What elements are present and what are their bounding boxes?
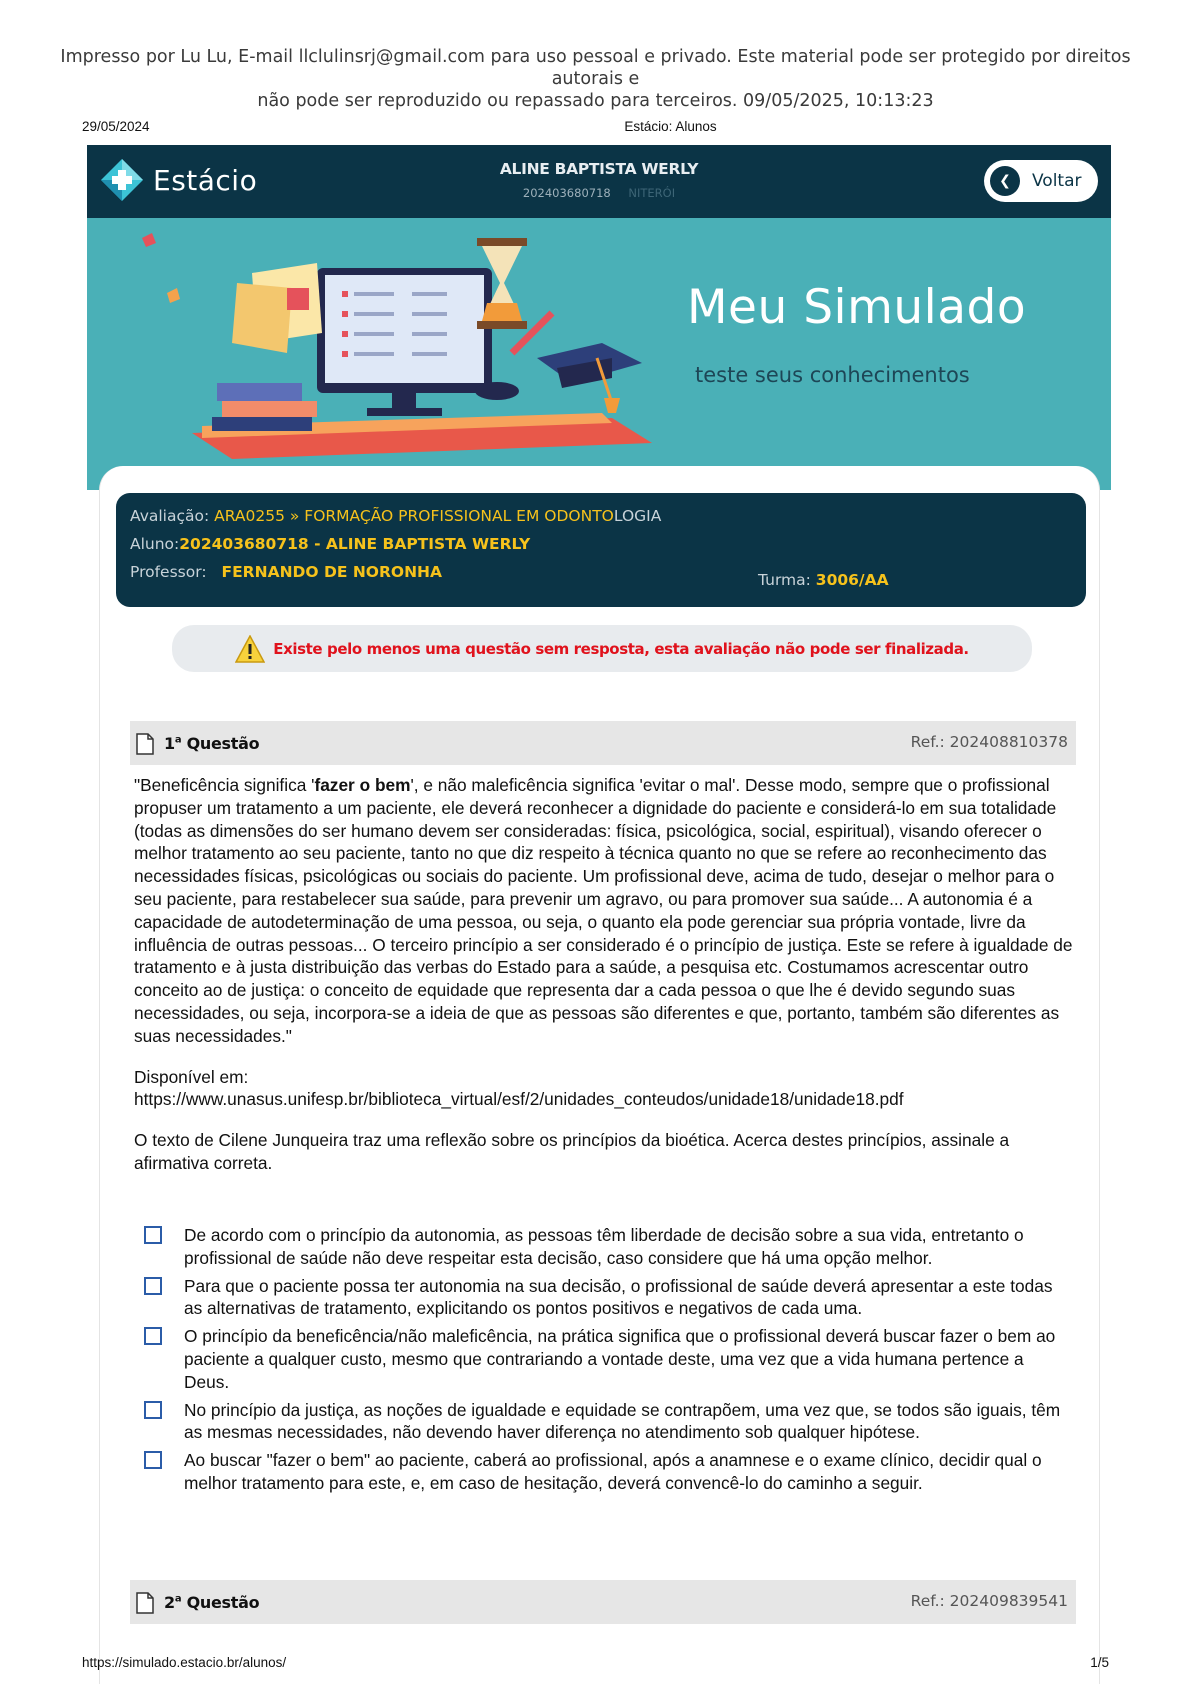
print-page-number: 1/5 — [1090, 1655, 1109, 1670]
checkbox-icon[interactable] — [144, 1451, 162, 1469]
answer-option-text: De acordo com o princípio da autonomia, as pessoas têm liberdade de decisão sobre a sua vida, entretanto o profissional de saúde não deve respeitar esta decisão, caso considere que há uma opção melhor. — [184, 1225, 1024, 1268]
class-label: Turma: — [758, 571, 811, 589]
answer-option-text: O princípio da beneficência/não maleficência, na prática significa que o profissional deverá buscar fazer o bem ao paciente a qualquer custo, mesmo que contrariando a vontade deste, uma vez que a vida humana pertence a Deus. — [184, 1326, 1056, 1392]
print-date: 29/05/2024 — [82, 119, 150, 134]
chevron-left-icon: ❮ — [990, 166, 1020, 196]
answer-option-text: No princípio da justiça, as noções de igualdade e equidade se contrapõem, uma vez que, se todos são iguais, têm as mesmas necessidades, não devendo haver diferença no atendimento sob qualquer hipótese. — [184, 1399, 1061, 1443]
answer-option[interactable] — [144, 1325, 1074, 1393]
answer-option[interactable] — [144, 1224, 1074, 1270]
print-url: https://simulado.estacio.br/alunos/ — [82, 1655, 287, 1670]
student-value: 202403680718 - ALINE BAPTISTA WERLY — [179, 535, 531, 553]
question-body — [134, 774, 1079, 1193]
evaluation-info — [116, 493, 1086, 607]
banner — [87, 218, 1111, 490]
question-source — [134, 1066, 1079, 1112]
student-label: Aluno: — [130, 535, 180, 553]
unanswered-alert — [172, 625, 1032, 672]
question-ref: Ref.: 202409839541 — [910, 1592, 1068, 1610]
back-button-label: Voltar — [1032, 171, 1082, 191]
document-icon — [136, 733, 154, 755]
professor-label: Professor: — [130, 563, 207, 581]
question-ref: Ref.: 202408810378 — [910, 733, 1068, 751]
student-subline — [87, 186, 1111, 200]
checkbox-icon[interactable] — [144, 1226, 162, 1244]
answer-options — [144, 1224, 1074, 1500]
checkbox-icon[interactable] — [144, 1401, 162, 1419]
evaluation-name: FORMAÇÃO PROFISSIONAL EM ODONTO — [304, 507, 614, 525]
answer-option[interactable] — [144, 1275, 1074, 1321]
print-notice-line1: Impresso por Lu Lu, E-mail llclulinsrj@gmail.com para uso pessoal e privado. Este material pode ser protegido por direitos autorais e — [60, 47, 1131, 89]
print-page-title: Estácio: Alunos — [624, 119, 717, 134]
answer-option-text: Para que o paciente possa ter autonomia na sua decisão, o profissional de saúde deverá apresentar a este todas as alternativas de tratamento, explicitando os pontos positivos e negativos de cada uma. — [184, 1275, 1053, 1319]
evaluation-name-end: LOGIA — [613, 507, 662, 525]
print-notice — [40, 46, 1151, 112]
answer-option-text: Ao buscar "fazer o bem" ao paciente, caberá ao profissional, após a anamnese e o exame clínico, decidir qual o melhor tratamento para este, e, em caso de hesitação, deverá convencê-lo do caminho a seguir. — [184, 1450, 1042, 1493]
checkbox-icon[interactable] — [144, 1327, 162, 1345]
banner-subtitle: teste seus conhecimentos — [695, 363, 970, 387]
study-illustration — [142, 233, 687, 465]
source-url: https://www.unasus.unifesp.br/biblioteca_virtual/esf/2/unidades_conteudos/unidade18/unidade18.pdf — [134, 1089, 904, 1110]
question-title: 2$^a$ Questão — [164, 1593, 260, 1612]
class-value: 3006/AA — [815, 571, 889, 589]
answer-option[interactable] — [144, 1399, 1074, 1445]
professor-row — [130, 563, 442, 581]
question-header — [130, 1580, 1076, 1624]
question-prompt: O texto de Cilene Junqueira traz uma reflexão sobre os princípios da bioética. Acerca destes princípios, assinale a afirmativa correta. — [134, 1130, 1010, 1173]
banner-title: Meu Simulado — [687, 280, 1027, 335]
print-notice-line2: não pode ser reproduzido ou repassado para terceiros. 09/05/2025, 10:13:23 — [257, 91, 934, 111]
evaluation-row — [130, 507, 661, 525]
professor-value: FERNANDO DE NORONHA — [221, 563, 443, 581]
answer-option[interactable] — [144, 1449, 1074, 1495]
class-row — [758, 571, 889, 589]
question-header — [130, 721, 1076, 765]
source-label: Disponível em: — [134, 1066, 249, 1087]
warning-icon — [235, 635, 265, 663]
student-row — [130, 535, 530, 553]
back-button[interactable] — [984, 160, 1098, 202]
question-title: 1$^a$ Questão — [164, 734, 260, 753]
evaluation-code: ARA0255 — [214, 507, 285, 525]
top-header — [87, 145, 1111, 218]
student-name: ALINE BAPTISTA WERLY — [499, 160, 699, 178]
logo-text: Estácio — [153, 163, 258, 197]
question-statement: "Beneficência significa 'fazer o bem', e não maleficência significa 'evitar o mal'. Desse modo, sempre que o profissional propuser um tratamento a um paciente, ele deverá reconhecer a dignidade do paciente e considerá-lo em sua totalidade (todas as dimensões do ser humano devem ser consideradas: física, psicológica, social, espiritual), visando oferecer o melhor tratamento ao seu paciente, tanto no que diz respeito à técnica quanto no que se refere ao reconhecimento das necessidades físicas, psicológicas ou sociais do paciente. Um profissional deve, acima de tudo, desejar o melhor para o seu paciente, para restabelecer sua saúde, para prevenir um agravo, ou para promover sua saúde... A autonomia é a capacidade de autodeterminação de uma pessoa, ou seja, o quanto ela pode gerenciar sua própria vontade, livre da influência de outras pessoas... O terceiro princípio a ser considerado é o princípio de justiça. Este se refere à igualdade de tratamento e à justa distribuição das verbas do Estado para a saúde, a pesquisa etc. Costumamos acrescentar outro conceito ao de justiça: o conceito de equidade que representa dar a cada pessoa o que lhe é devido segundo suas necessidades, ou seja, incorpora-se a ideia de que as pessoas são diferentes e que, portanto, também são diferentes as suas necessidades." — [134, 775, 1073, 1046]
evaluation-separator: » — [284, 507, 305, 525]
document-icon — [136, 1592, 154, 1614]
student-city: NITERÓI — [628, 186, 676, 200]
alert-text: Existe pelo menos uma questão sem resposta, esta avaliação não pode ser finalizada. — [273, 639, 969, 658]
student-id: 202403680718 — [522, 186, 611, 200]
evaluation-label: Avaliação: — [130, 507, 210, 525]
checkbox-icon[interactable] — [144, 1277, 162, 1295]
